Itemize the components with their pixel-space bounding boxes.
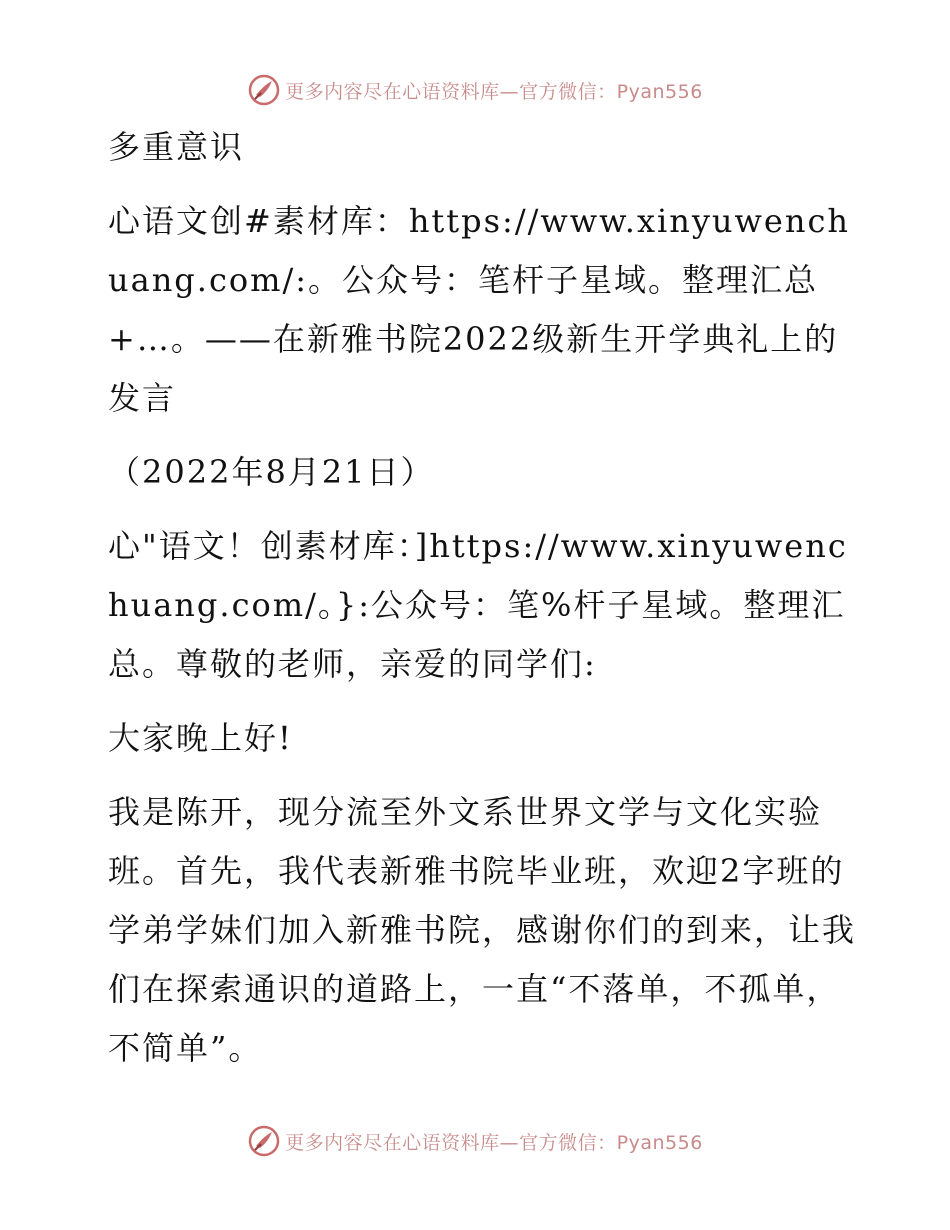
header-watermark (0, 70, 950, 110)
watermark-text: 更多内容尽在心语资料库—官方微信：Pyan556 (285, 80, 703, 103)
document-title: 多重意识 (108, 128, 245, 166)
document-body (97, 118, 857, 1093)
paragraph-date: （2022年8月21日） (108, 453, 435, 491)
book-quill-logo-icon (247, 73, 281, 107)
book-quill-logo-icon (247, 1124, 281, 1158)
paragraph-body: 我是陈开，现分流至外文系世界文学与文化实验班。首先，我代表新雅书院毕业班，欢迎2字班的学弟学妹们加入新雅书院，感谢你们的到来，让我们在探索通识的道路上，一直“不落单，不孤单，不简单”。 (108, 793, 857, 1067)
paragraph-source-note: 心语文创#素材库：https://www.xinyuwenchuang.com/:。公众号：笔杆子星域。整理汇总+…。——在新雅书院2022级新生开学典礼上的发言 (108, 202, 850, 417)
watermark-text: 更多内容尽在心语资料库—官方微信：Pyan556 (285, 1131, 703, 1154)
paragraph-salutation: 心"语文！创素材库：]https://www.xinyuwenchuang.com/。}:公众号：笔%杆子星域。整理汇总。尊敬的老师，亲爱的同学们: (108, 527, 848, 683)
footer-watermark (0, 1121, 950, 1161)
paragraph-greeting: 大家晚上好! (108, 719, 293, 757)
